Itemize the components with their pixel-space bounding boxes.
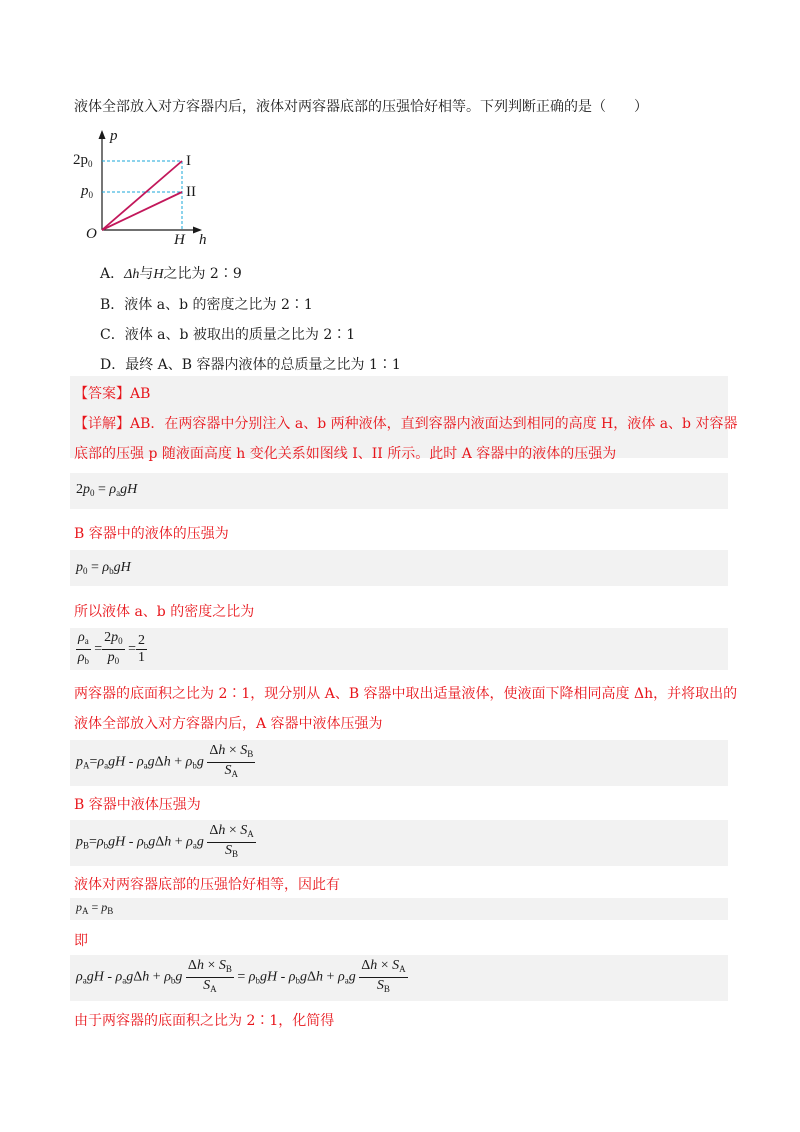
question-stem: 液体全部放入对方容器内后，液体对两容器底部的压强恰好相等。下列判断正确的是（ ） <box>74 99 648 115</box>
detail-text-3a: 两容器的底面积之比为 2∶1，现分别从 A、B 容器中取出适量液体，使液面下降相同高度 Δh，并将取出的 <box>74 686 738 702</box>
option-a: A．Δh与H之比为 2∶9 <box>100 266 242 282</box>
equation-4: $p_A=\rho_agH - \rho_ag\Delta h + \rho_bg$ $\frac{\Delta h \times S_B}{S_A}$ <box>76 743 254 779</box>
y-axis-arrow <box>99 130 106 139</box>
equation-2: $p_0 = \rho_bgH$ <box>76 560 131 576</box>
eq6-shade <box>70 898 728 920</box>
equation-7: $\rho_agH - \rho_ag\Delta h + \rho_bg$ $\frac{\Delta h \times S_B}{S_A}$ = $\rho_bgH - \rho_bg\Delta h + \rho_ag$ $\frac{\Delta h \times S_A}{S_B}$ <box>76 958 406 994</box>
label-2p0: $2p_0$ <box>73 152 93 169</box>
eq2-shade <box>70 550 728 586</box>
detail-text-1: B 容器中的液体的压强为 <box>74 526 229 542</box>
label-H: H <box>174 232 185 248</box>
equation-6: $p_A = p_B$ <box>76 900 114 916</box>
option-d: D．最终 A、B 容器内液体的总质量之比为 1∶1 <box>100 357 401 373</box>
label-line-I: I <box>186 153 191 169</box>
label-line-II: II <box>186 184 196 200</box>
line-I <box>102 161 182 230</box>
detail-text-4: B 容器中液体压强为 <box>74 797 201 813</box>
line-II <box>102 192 182 230</box>
option-b: B．液体 a、b 的密度之比为 2∶1 <box>100 297 313 313</box>
label-h: h <box>199 232 207 248</box>
equation-1: $2p_0 = \rho_agH$ <box>76 482 138 498</box>
detail-line-1: 【详解】AB．在两容器中分别注入 a、b 两种液体，直到容器内液面达到相同的高度 H，液体 a、b 对容器 <box>74 416 738 432</box>
eq3-shade <box>70 628 728 670</box>
detail-text-5: 液体对两容器底部的压强恰好相等，因此有 <box>74 877 340 893</box>
label-p0: $p_0$ <box>81 183 93 200</box>
detail-line-2: 底部的压强 p 随液面高度 h 变化关系如图线 I、II 所示。此时 A 容器中的液体的压强为 <box>74 446 617 462</box>
equation-3: $\frac{\rho_a}{\rho_b}$ = $\frac{2p_0}{p_0}$ = $\frac{2}{1}$ <box>77 630 146 666</box>
eq1-shade <box>70 473 728 509</box>
pressure-height-graph <box>70 128 220 248</box>
detail-text-7: 由于两容器的底面积之比为 2∶1，化简得 <box>74 1013 335 1029</box>
answer-line: 【答案】AB <box>74 386 151 402</box>
equation-5: $p_B=\rho_bgH - \rho_bg\Delta h + \rho_ag$ $\frac{\Delta h \times S_A}{S_B}$ <box>76 823 254 859</box>
detail-text-2: 所以液体 a、b 的密度之比为 <box>74 604 255 620</box>
detail-text-3b: 液体全部放入对方容器内后，A 容器中液体压强为 <box>74 716 383 732</box>
label-p: p <box>110 128 118 144</box>
detail-text-6: 即 <box>74 933 88 949</box>
label-origin: O <box>86 226 97 242</box>
option-c: C．液体 a、b 被取出的质量之比为 2∶1 <box>100 327 356 343</box>
